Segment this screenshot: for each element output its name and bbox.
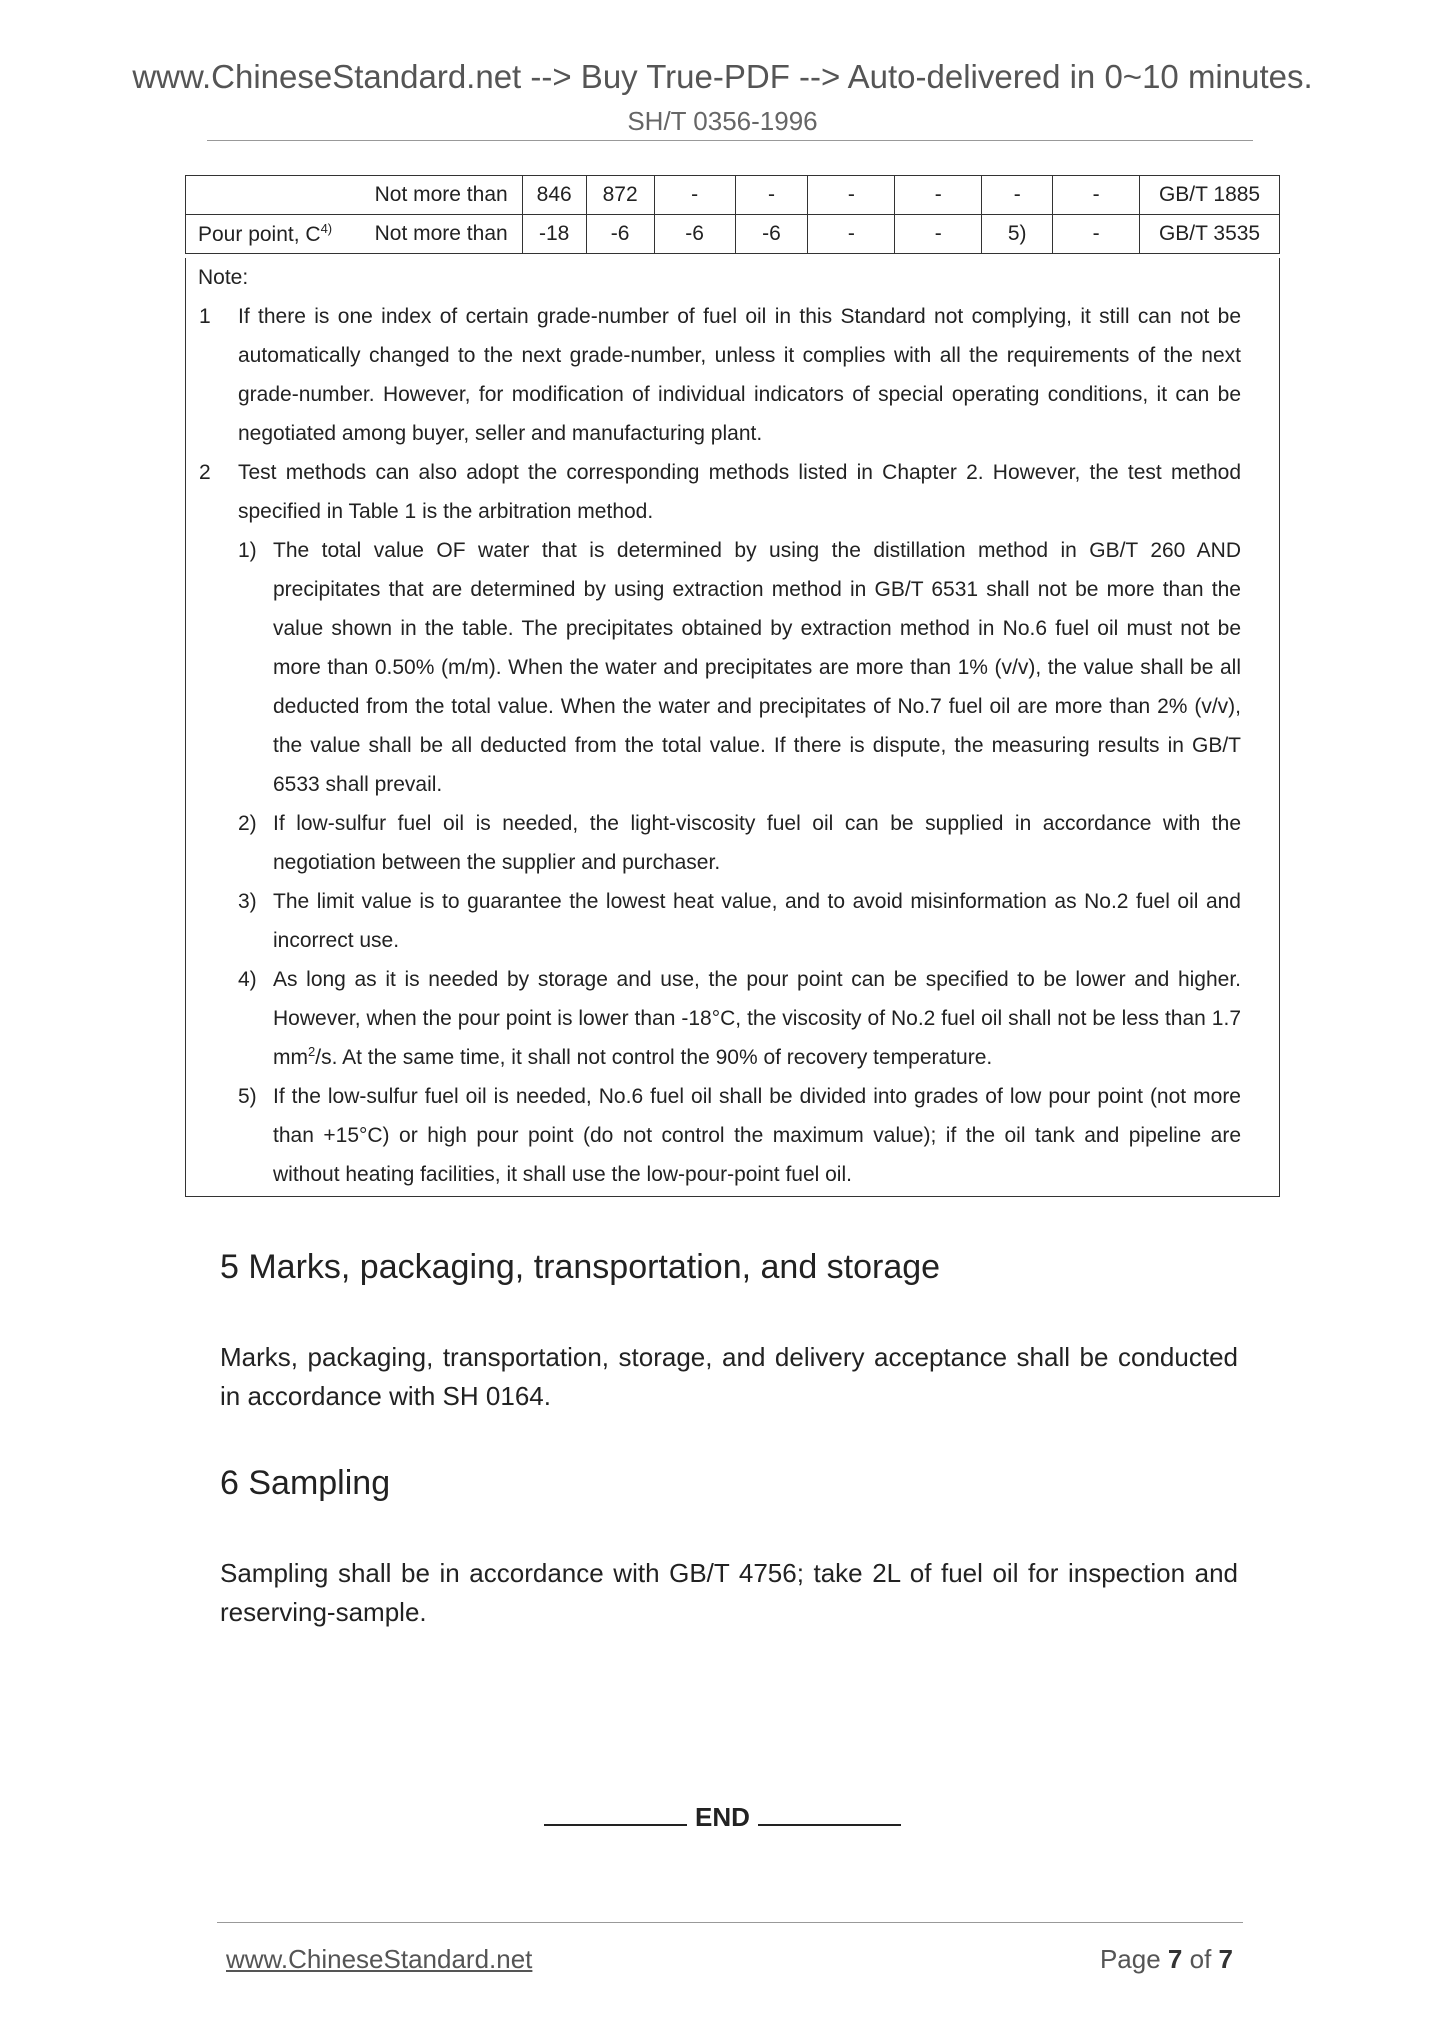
note-item [199, 453, 1241, 531]
table-notes [185, 258, 1280, 1197]
header-promo: www.ChineseStandard.net --> Buy True-PDF --> Auto-delivered in 0~10 minutes. [132, 58, 1313, 95]
table-cell: 872 [586, 176, 654, 215]
table-cell: - [735, 176, 808, 215]
note-text: If there is one index of certain grade-number of fuel oil in this Standard not complying, it still can not be automatically changed to the next grade-number, unless it complies with all the requirements of the next grade-number. However, for modification of individual indicators of special operating conditions, it can be negotiated among buyer, seller and manufacturing plant. [238, 305, 1241, 445]
note-heading: Note: [198, 266, 249, 289]
end-marker [0, 1800, 1445, 1833]
table-cell: -18 [522, 215, 586, 254]
table-cell: -6 [586, 215, 654, 254]
subnote-item [238, 882, 1241, 960]
table-row [186, 215, 1280, 254]
subnote-number: 1) [238, 539, 257, 562]
table-cell: - [808, 215, 895, 254]
table-cell: - [1053, 215, 1140, 254]
table-cell: - [895, 176, 982, 215]
footer-website-link[interactable]: www.ChineseStandard.net [226, 1944, 533, 1974]
test-method: GB/T 1885 [1140, 176, 1280, 215]
table-cell: - [808, 176, 895, 215]
table-cell: - [895, 215, 982, 254]
spec-table [185, 175, 1280, 254]
test-method: GB/T 3535 [1140, 215, 1280, 254]
row-qualifier: Not more than [345, 176, 522, 215]
subnote-number: 3) [238, 890, 257, 913]
section-heading: 6 Sampling [220, 1464, 391, 1502]
section-body: Marks, packaging, transportation, storage, and delivery acceptance shall be conducted in accordance with SH 0164. [220, 1342, 1238, 1411]
subnote-item [238, 1077, 1241, 1194]
subnote-number: 4) [238, 968, 257, 991]
table-cell: -6 [654, 215, 735, 254]
end-rule-left [544, 1800, 687, 1826]
subnote-text: As long as it is needed by storage and use, the pour point can be specified to be lower and higher. However, when the pour point is lower than -18°C, the viscosity of No.2 fuel oil shall not be less than 1.7 $mm^2/s$. At the same time, it shall not control the 90% of recovery temperature. [273, 968, 1241, 1069]
note-number: 1 [199, 305, 211, 328]
table-cell: -6 [735, 215, 808, 254]
table-cell: - [654, 176, 735, 215]
subnote-item [238, 531, 1241, 804]
page-indicator: Page 7 of 7 [1099, 1944, 1233, 1974]
note-text: Test methods can also adopt the corresponding methods listed in Chapter 2. However, the test method specified in Table 1 is the arbitration method. [238, 461, 1241, 523]
end-text: END [695, 1802, 750, 1832]
section-body: Sampling shall be in accordance with GB/T 4756; take 2L of fuel oil for inspection and reserving-sample. [220, 1558, 1238, 1627]
footer-divider [217, 1922, 1243, 1923]
end-rule-right [758, 1800, 901, 1826]
table-cell: 5) [982, 215, 1053, 254]
subnote-text: The limit value is to guarantee the lowest heat value, and to avoid misinformation as No.2 fuel oil and incorrect use. [273, 890, 1241, 952]
table-cell: 846 [522, 176, 586, 215]
row-label: Pour point, $C^{4)}$ [186, 215, 346, 254]
section-heading: 5 Marks, packaging, transportation, and storage [220, 1248, 941, 1286]
note-item [199, 297, 1241, 453]
standard-number: SH/T 0356-1996 [627, 106, 818, 136]
subnote-number: 5) [238, 1085, 257, 1108]
table-cell: - [1053, 176, 1140, 215]
subnote-text: The total value OF water that is determined by using the distillation method in GB/T 260 AND precipitates that are determined by using extraction method in GB/T 6531 shall not be more than the value shown in the table. The precipitates obtained by extraction method in No.6 fuel oil must not be more than 0.50% (m/m). When the water and precipitates are more than 1% (v/v), the value shall be all deducted from the total value. When the water and precipitates of No.7 fuel oil are more than 2% (v/v), the value shall be all deducted from the total value. If there is dispute, the measuring results in GB/T 6533 shall prevail. [273, 539, 1241, 796]
note-number: 2 [199, 461, 211, 484]
row-label [186, 176, 346, 215]
subnote-item [238, 804, 1241, 882]
header-divider [207, 140, 1253, 141]
subnote-text: If low-sulfur fuel oil is needed, the light-viscosity fuel oil can be supplied in accordance with the negotiation between the supplier and purchaser. [273, 812, 1241, 874]
table-row [186, 176, 1280, 215]
table-cell: - [982, 176, 1053, 215]
subnote-text: If the low-sulfur fuel oil is needed, No.6 fuel oil shall be divided into grades of low pour point (not more than +15°C) or high pour point (do not control the maximum value); if the oil tank and pipeline are without heating facilities, it shall use the low-pour-point fuel oil. [273, 1085, 1241, 1186]
subnote-number: 2) [238, 812, 257, 835]
subnote-item [238, 960, 1241, 1077]
row-qualifier: Not more than [345, 215, 522, 254]
